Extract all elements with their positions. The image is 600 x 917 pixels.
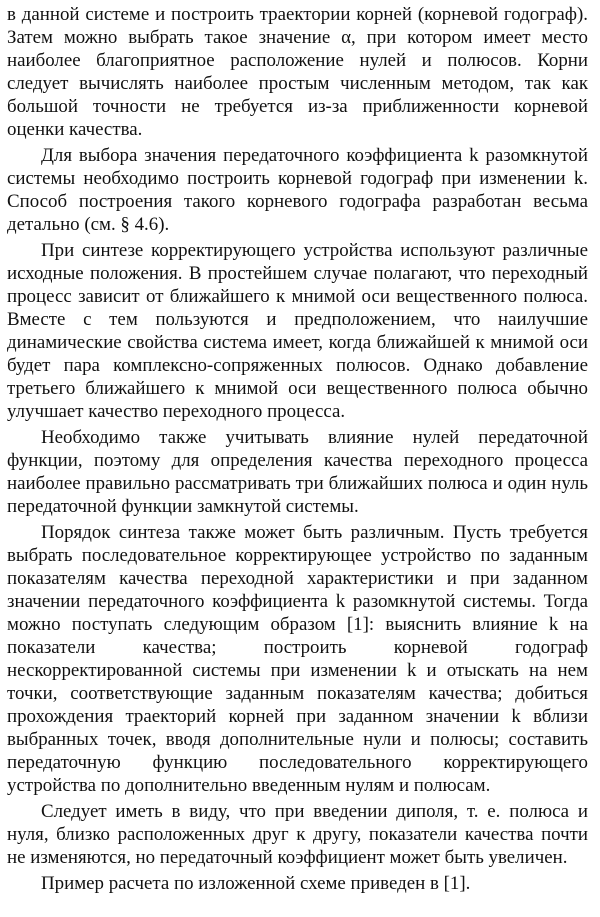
paragraph-3: При синтезе корректирующего устройства используют различные исходные положения. В простейшем случае полагают, что переходный процесс зависит от ближайшего к мнимой оси вещественного полюса. Вместе с тем пользуются и предположением, что наилучшие динамические свойства система имеет, когда ближайшей к мнимой оси будет пара комплексно-сопряженных полюсов. Однако добавление третьего ближайшего к мнимой оси вещественного полюса обычно улучшает качество переходного процесса. — [7, 240, 588, 422]
paragraph-4: Необходимо также учитывать влияние нулей передаточной функции, поэтому для определения качества переходного процесса наиболее правильно рассматривать три ближайших полюса и один нуль передаточной функции замкнутой системы. — [7, 427, 588, 517]
paragraph-7: Пример расчета по изложенной схеме приведен в [1]. — [41, 873, 471, 894]
paragraph-1: в данной системе и построить траектории корней (корневой годограф). Затем можно выбрать такое значение α, при котором имеет место наиболее благоприятное расположение нулей и полюсов. Корни следует вычислять наиболее простым численным методом, так как большой точности не требуется из-за приближенности корневой оценки качества. — [7, 4, 588, 140]
paragraph-2: Для выбора значения передаточного коэффициента k разомкнутой системы необходимо построить корневой годограф при изменении k. Способ построения такого корневого годографа разработан весьма детально (см. § 4.6). — [7, 145, 588, 235]
paragraph-5: Порядок синтеза также может быть различным. Пусть требуется выбрать последовательное корректирующее устройство по заданным показателям качества переходной характеристики и при заданном значении передаточного коэффициента k разомкнутой системы. Тогда можно поступать следующим образом [1]: выяснить влияние k на показатели качества; построить корневой годограф нескорректированной системы при изменении k и отыскать на нем точки, соответствующие заданным показателям качества; добиться прохождения траекторий корней при заданном значении k вблизи выбранных точек, вводя дополнительные нули и полюсы; составить передаточную функцию последовательного корректирующего устройства по дополнительно введенным нулям и полюсам. — [7, 522, 588, 796]
paragraph-6: Следует иметь в виду, что при введении диполя, т. е. полюса и нуля, близко расположенных друг к другу, показатели качества почти не изменяются, но передаточный коэффициент может быть увеличен. — [7, 801, 588, 868]
